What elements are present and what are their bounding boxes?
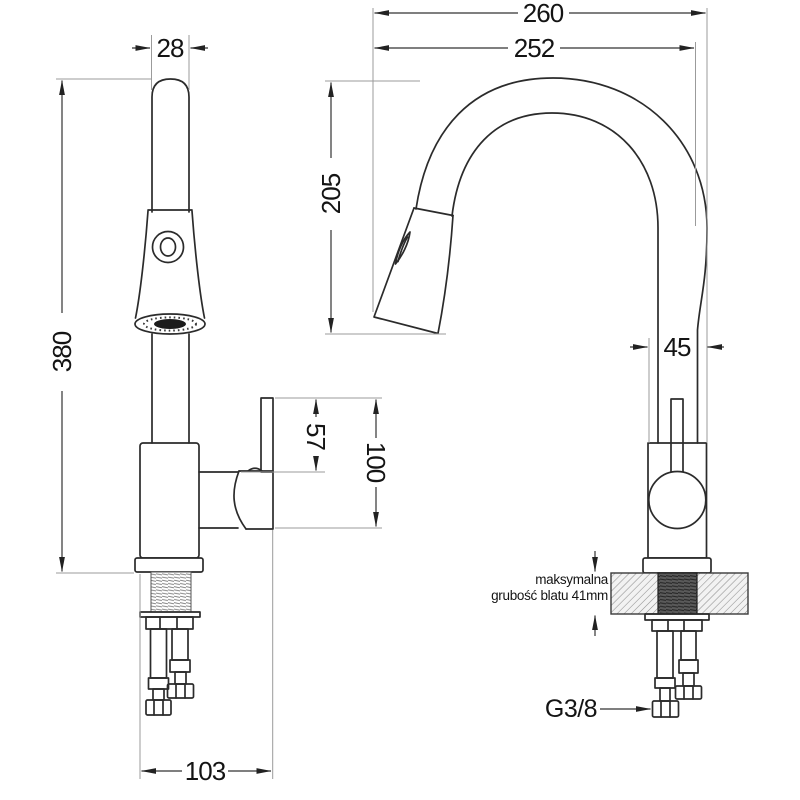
dim-base-depth: 103 xyxy=(184,756,226,786)
hose-a-connector xyxy=(653,701,679,717)
spray-head-joint-right xyxy=(414,208,453,216)
spray-head-right-edge xyxy=(192,211,205,318)
mount-nut xyxy=(146,617,193,629)
hose-right-connector-facets xyxy=(176,684,185,698)
faucet-body xyxy=(140,443,199,558)
handle-knob-face xyxy=(234,471,246,529)
dim-total-height: 380 xyxy=(47,331,77,373)
right-view-faucet xyxy=(374,78,748,717)
dim-spout-height: 205 xyxy=(316,173,346,215)
spray-button-inner xyxy=(161,238,176,256)
spray-button-outer xyxy=(153,232,184,263)
dim-spout-reach: 252 xyxy=(513,33,555,63)
threaded-shank-right xyxy=(658,573,697,614)
hose-b-tube xyxy=(683,673,694,686)
threaded-shank xyxy=(151,572,191,612)
dim-handle-height: 100 xyxy=(361,441,391,483)
hose-left-fitting xyxy=(149,678,169,689)
counter-note-line2: grubość blatu 41mm xyxy=(491,588,608,603)
left-view-dimensions xyxy=(47,33,391,786)
lever-right-view xyxy=(671,399,683,472)
hose-a-tube xyxy=(660,688,670,701)
counter-note-line1: maksymalna xyxy=(535,572,608,587)
hose-b-connector xyxy=(676,686,702,699)
dim-body-width: 45 xyxy=(663,332,691,362)
ball-joint xyxy=(649,472,706,529)
hose-b-connector-facets xyxy=(684,686,693,699)
base-flange xyxy=(135,558,203,572)
dim-spout-tube-width: 28 xyxy=(156,33,184,63)
hose-right-fitting xyxy=(170,660,190,672)
spout-inner-curve xyxy=(452,113,658,443)
left-view-faucet xyxy=(135,79,273,715)
dim-handle-drop: 57 xyxy=(301,423,331,450)
riser-tube xyxy=(152,334,189,443)
hose-right-tube xyxy=(175,672,186,684)
hose-left xyxy=(151,629,167,678)
handle-arm xyxy=(199,472,238,528)
handle-knob xyxy=(239,471,273,529)
spray-aerator xyxy=(154,319,186,329)
mount-nut-facets xyxy=(160,617,177,629)
flange-right-view xyxy=(643,558,711,573)
nut-right-facets xyxy=(668,620,684,631)
hose-a-fitting xyxy=(655,678,675,688)
spray-tube xyxy=(152,79,189,212)
dim-connection-thread: G3/8 xyxy=(544,695,598,723)
hose-b-right xyxy=(681,631,696,660)
hose-a-connector-facets xyxy=(661,701,670,717)
spout-outer-curve xyxy=(416,78,707,443)
nut-right-view xyxy=(652,620,702,631)
spray-head-left-edge xyxy=(136,211,149,318)
hose-right-connector xyxy=(168,684,194,698)
washer-right-view xyxy=(645,614,709,620)
hose-a-right xyxy=(657,631,673,678)
dim-total-reach: 260 xyxy=(522,0,564,28)
hose-left-tube xyxy=(153,689,164,700)
hose-left-connector xyxy=(146,700,171,715)
spray-head-right-view xyxy=(374,208,453,334)
hose-b-fitting xyxy=(679,660,698,673)
hose-right xyxy=(172,629,188,660)
handle-lever xyxy=(261,398,273,472)
hose-left-connector-facets xyxy=(154,700,163,715)
